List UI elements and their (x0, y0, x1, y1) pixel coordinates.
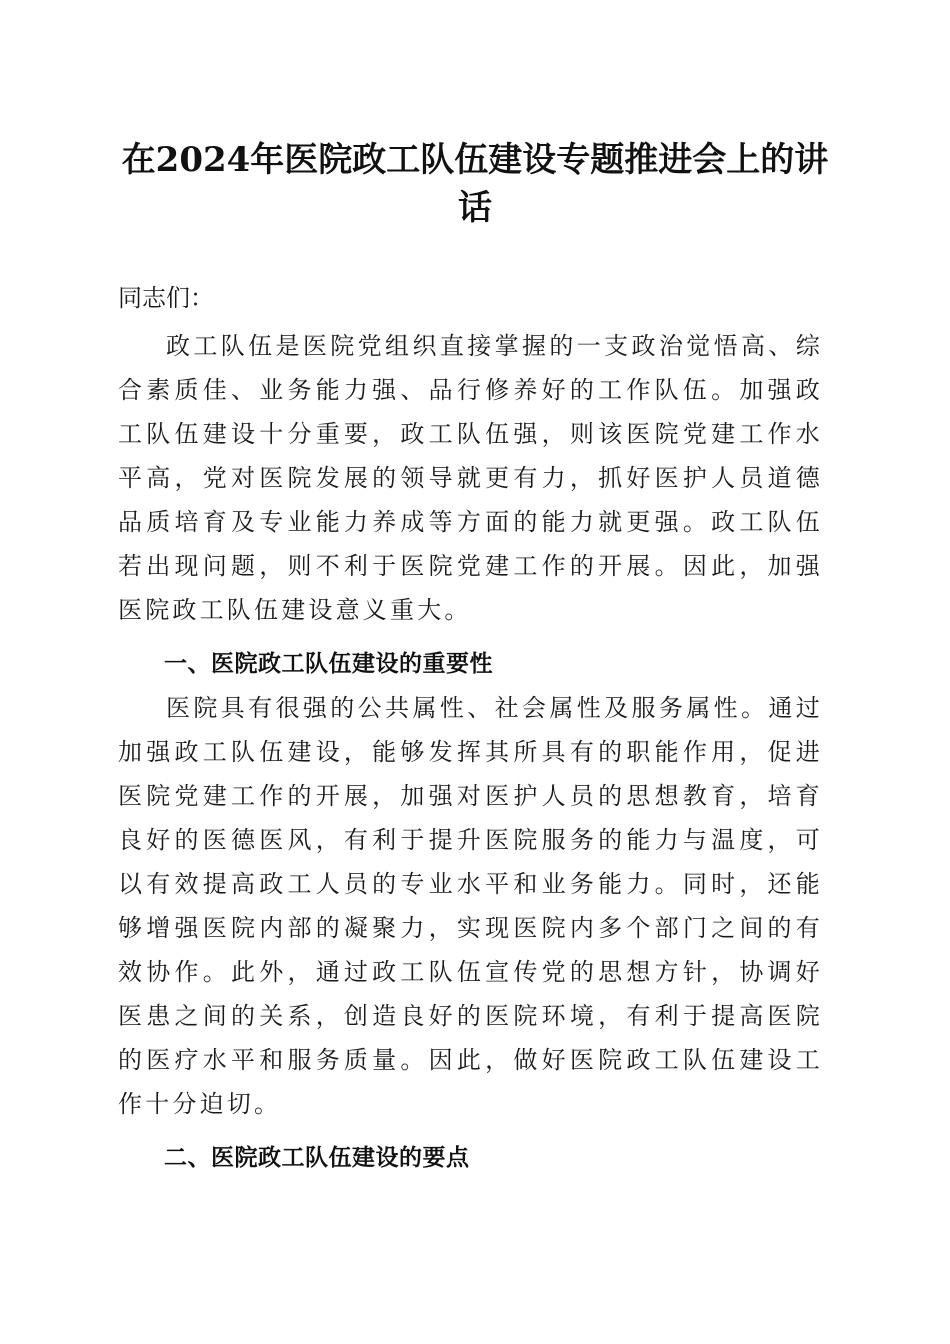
document-title: 在2024年医院政工队伍建设专题推进会上的讲话 (121, 140, 829, 228)
paragraph-intro: 政工队伍是医院党组织直接掌握的一支政治觉悟高、综合素质佳、业务能力强、品行修养好的工作队伍。加强政工队伍建设十分重要，政工队伍强，则该医院党建工作水平高，党对医院发展的领导就更有力，抓好医护人员道德品质培育及专业能力养成等方面的能力就更强。政工队伍若出现问题，则不利于医院党建工作的开展。因此，加强医院政工队伍建设意义重大。 (118, 332, 823, 624)
section-heading-importance: 一、医院政工队伍建设的重要性 (164, 651, 493, 677)
section-heading-key-points: 二、医院政工队伍建设的要点 (164, 1145, 470, 1171)
salutation: 同志们： (118, 284, 214, 312)
document-body (118, 276, 823, 1180)
paragraph-importance: 医院具有很强的公共属性、社会属性及服务属性。通过加强政工队伍建设，能够发挥其所具有的职能作用，促进医院党建工作的开展，加强对医护人员的思想教育，培育良好的医德医风，有利于提升医院服务的能力与温度，可以有效提高政工人员的专业水平和业务能力。同时，还能够增强医院内部的凝聚力，实现医院内多个部门之间的有效协作。此外，通过政工队伍宣传党的思想方针，协调好医患之间的关系，创造良好的医院环境，有利于提高医院的医疗水平和服务质量。因此，做好医院政工队伍建设工作十分迫切。 (118, 694, 823, 1118)
